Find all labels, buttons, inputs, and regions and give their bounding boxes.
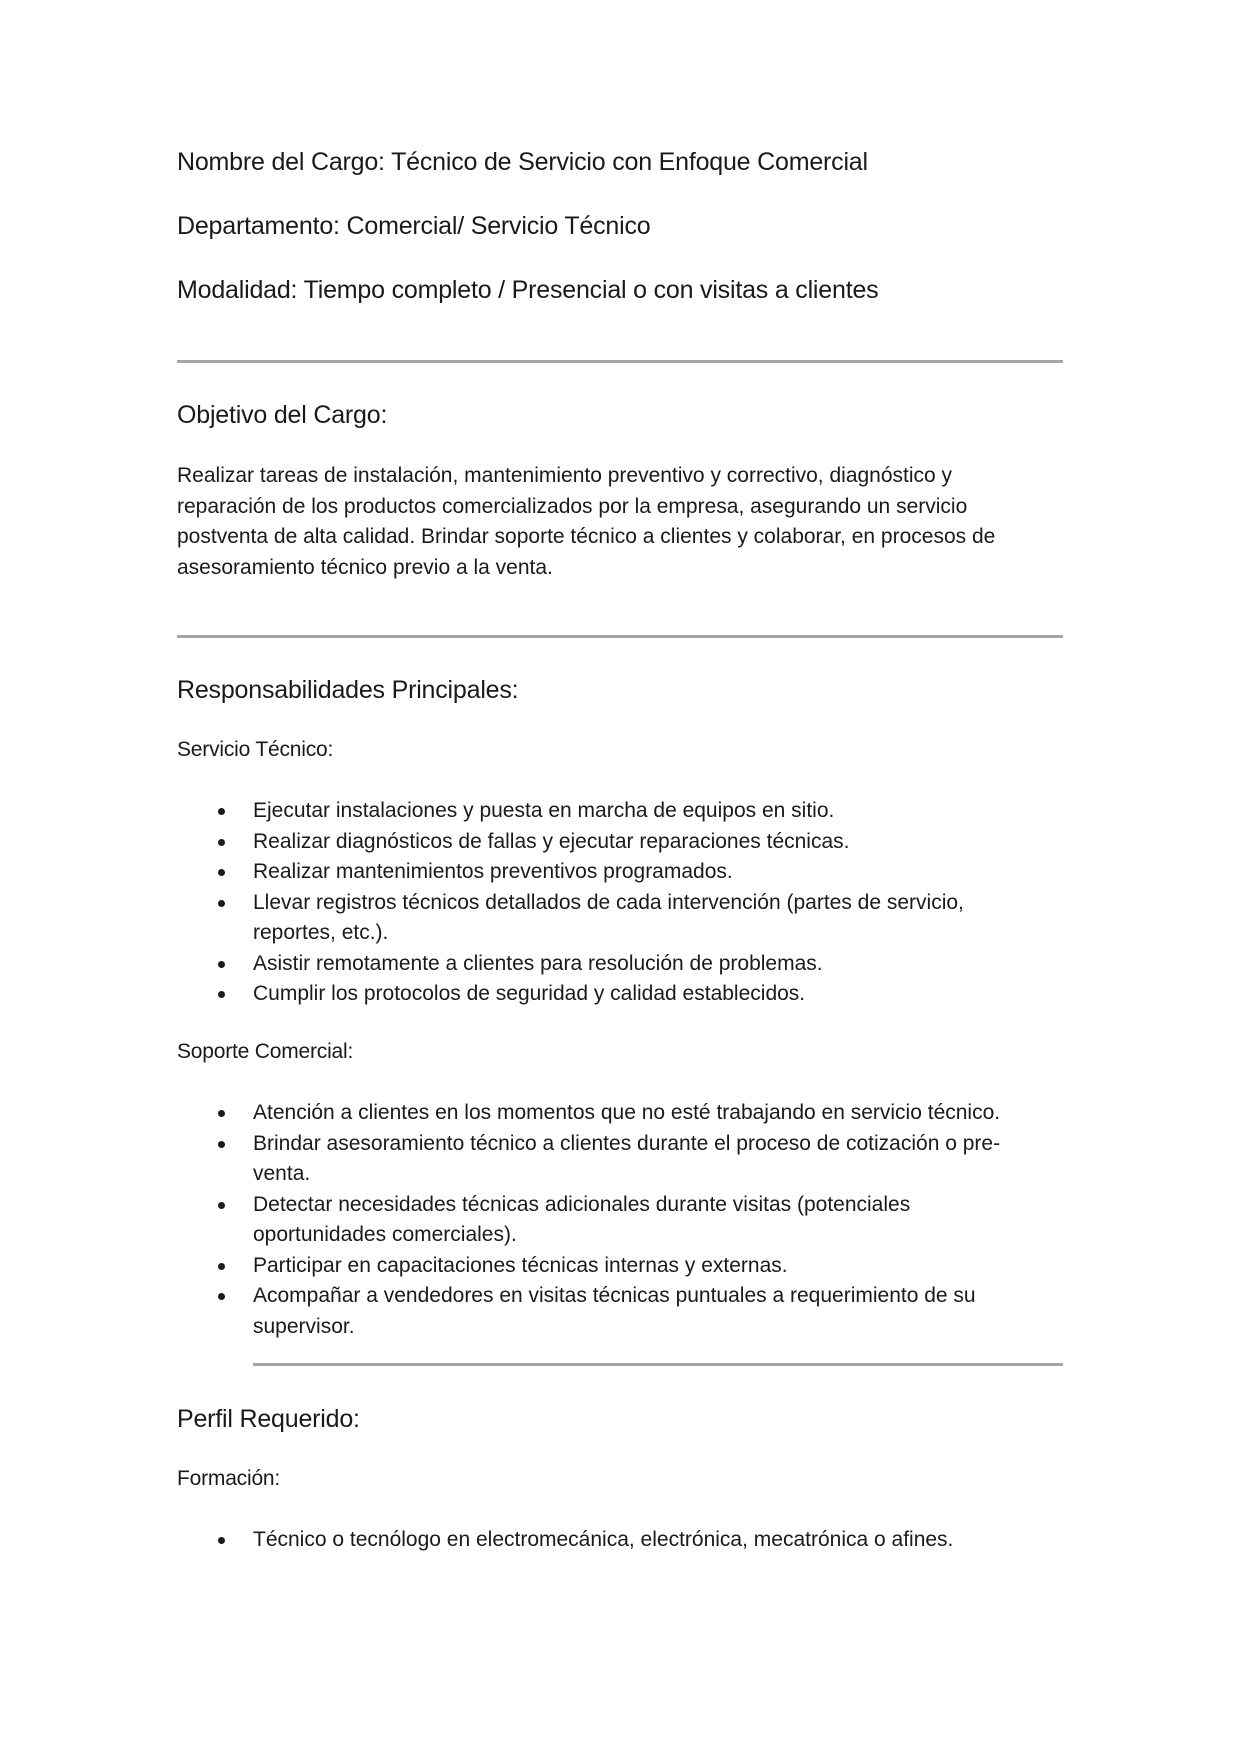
list-item: Brindar asesoramiento técnico a clientes durante el proceso de cotización o pre- venta. (177, 1129, 1077, 1190)
bullet-icon (218, 1293, 225, 1300)
objective-line: reparación de los productos comercializados por la empresa, asegurando un servicio (177, 494, 968, 518)
profile-heading: Perfil Requerido: (177, 1405, 360, 1433)
objective-line: Realizar tareas de instalación, mantenimiento preventivo y correctivo, diagnóstico y (177, 464, 953, 487)
list-item: Realizar diagnósticos de fallas y ejecutar reparaciones técnicas. (177, 827, 1077, 858)
divider (177, 635, 1063, 638)
list-item: Realizar mantenimientos preventivos programados. (177, 857, 1077, 888)
department-line: Departamento: Comercial/ Servicio Técnico (177, 212, 651, 240)
list-item: Asistir remotamente a clientes para resolución de problemas. (177, 949, 1077, 980)
bullet-icon (218, 1141, 225, 1148)
list-item: Detectar necesidades técnicas adicionales durante visitas (potenciales oportunidades comerciales). (177, 1190, 1077, 1251)
objective-line: asesoramiento técnico previo a la venta. (177, 555, 553, 579)
list-item: Acompañar a vendedores en visitas técnicas puntuales a requerimiento de su supervisor. (177, 1281, 1077, 1342)
technical-service-list (177, 796, 1077, 1010)
technical-service-subheading: Servicio Técnico: (177, 738, 334, 761)
objective-line: postventa de alta calidad. Brindar soporte técnico a clientes y colaborar, en procesos de (177, 525, 996, 548)
modality-line: Modalidad: Tiempo completo / Presencial o con visitas a clientes (177, 276, 879, 304)
job-title-line: Nombre del Cargo: Técnico de Servicio con Enfoque Comercial (177, 148, 868, 176)
list-item: Cumplir los protocolos de seguridad y calidad establecidos. (177, 979, 1077, 1010)
bullet-icon (218, 869, 225, 876)
list-item: Ejecutar instalaciones y puesta en marcha de equipos en sitio. (177, 796, 1077, 827)
list-item: Atención a clientes en los momentos que no esté trabajando en servicio técnico. (177, 1098, 1077, 1129)
education-list (177, 1525, 1077, 1556)
commercial-support-list (177, 1098, 1077, 1342)
list-item: Participar en capacitaciones técnicas internas y externas. (177, 1251, 1077, 1282)
list-item: Llevar registros técnicos detallados de cada intervención (partes de servicio, reportes, etc.). (177, 888, 1077, 949)
bullet-icon (218, 900, 225, 907)
commercial-support-subheading: Soporte Comercial: (177, 1040, 354, 1063)
bullet-icon (218, 1202, 225, 1209)
objective-paragraph (177, 461, 1077, 583)
bullet-icon (218, 808, 225, 815)
bullet-icon (218, 1537, 225, 1544)
education-subheading: Formación: (177, 1467, 281, 1490)
bullet-icon (218, 961, 225, 968)
list-item: Técnico o tecnólogo en electromecánica, electrónica, mecatrónica o afines. (177, 1525, 1077, 1556)
bullet-icon (218, 1110, 225, 1117)
bullet-icon (218, 839, 225, 846)
objective-heading: Objetivo del Cargo: (177, 401, 388, 429)
divider (253, 1363, 1063, 1366)
bullet-icon (218, 991, 225, 998)
divider (177, 360, 1063, 363)
bullet-icon (218, 1263, 225, 1270)
responsibilities-heading: Responsabilidades Principales: (177, 676, 519, 704)
